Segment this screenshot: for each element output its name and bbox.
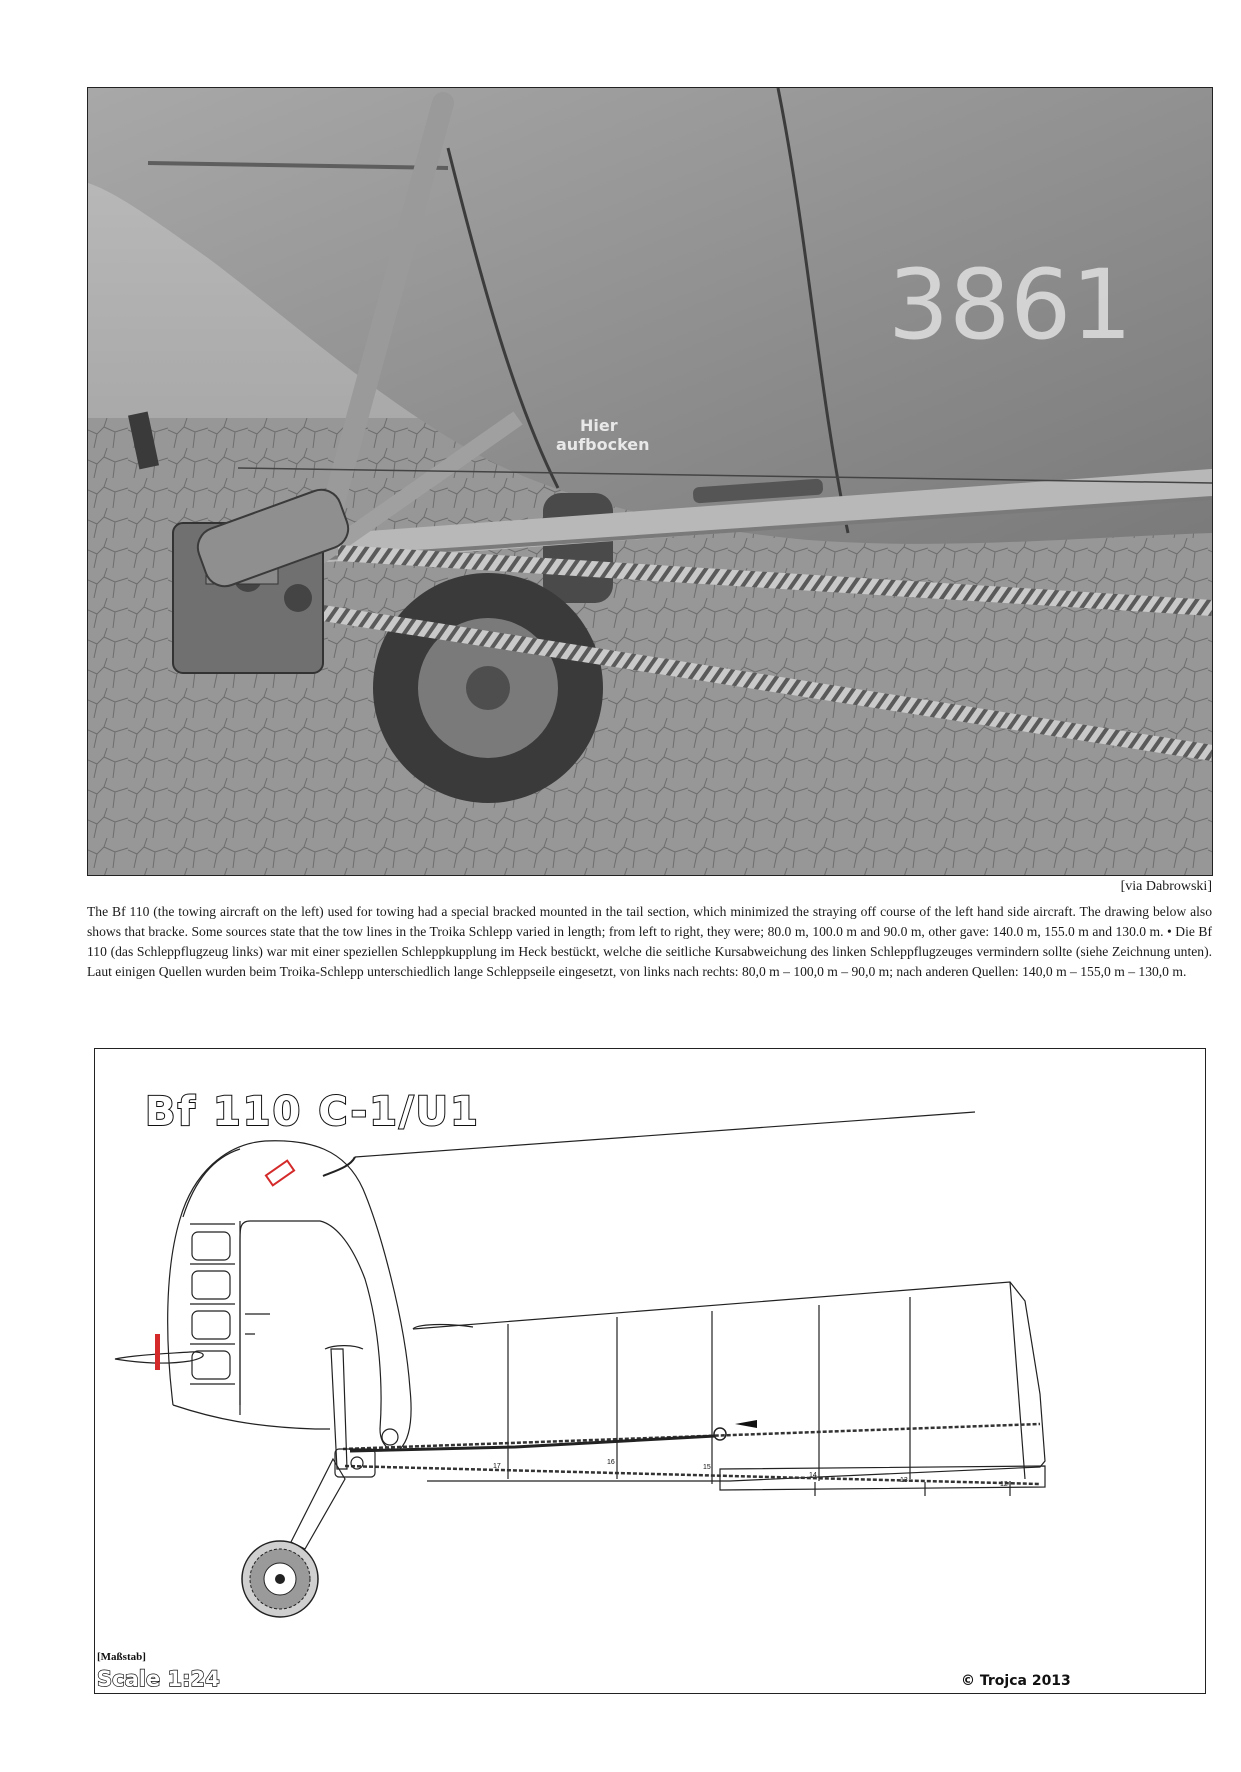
panel-stencil-line1: Hier [580, 416, 618, 435]
frame-number-labels [493, 1459, 1008, 1488]
scale-caption: [Maßstab] [97, 1651, 146, 1663]
frame-14-label: 14 [809, 1472, 817, 1479]
towing-bracket-photo [87, 87, 1213, 876]
copyright-notice: © Trojca 2013 [961, 1673, 1071, 1689]
scale-label: Scale 1:24 [97, 1667, 220, 1691]
panel-stencil-line2: aufbocken [556, 435, 650, 454]
caption-text: The Bf 110 (the towing aircraft on the left) used for towing had a special bracked mounted in the tail section, which minimized the straying off course of the left hand side aircraft. The drawing below also shows that bracke. Some sources state that the tow lines in the Troika Schlepp varied in length; from left to right, they were; 80.0 m, 100.0 m and 90.0 m, other gave: 140.0 m, 155.0 m and 130.0 m. • Die Bf 110 (das Schleppflugzeug links) war mit einer speziellen Schleppkupplung im Heck bestückt, welche die seitliche Kursabweichung des linken Schleppflugzeuges vermindern sollte (siehe Zeichnung unten). Laut einigen Quellen wurden beim Troika-Schlepp unterschiedlich lange Schleppseile eingesetzt, von links nach rechts: 80,0 m – 100,0 m – 90,0 m; nach anderen Quellen: 140,0 m – 155,0 m – 130,0 m. [87, 904, 1212, 979]
frame-12-label: 12 [1000, 1481, 1008, 1488]
technical-drawing [94, 1048, 1206, 1694]
drawing-title: Bf 110 C-1/U1 [145, 1089, 480, 1135]
serial-stencil: 3861 [888, 249, 1133, 361]
frame-17-label: 17 [493, 1463, 501, 1470]
tail-marker-highlight [155, 1334, 160, 1370]
tail-fin-outline [115, 1141, 411, 1451]
photo-credit: [via Dabrowski] [1120, 879, 1212, 894]
tail-wheel-assembly [242, 1349, 375, 1617]
tow-bracket-highlight [266, 1161, 294, 1186]
fuselage-outline [413, 1282, 1045, 1496]
frame-16-label: 16 [607, 1459, 615, 1466]
frame-15-label: 15 [703, 1464, 711, 1471]
frame-13-label: 13 [900, 1477, 908, 1484]
photo-caption [87, 902, 1212, 982]
